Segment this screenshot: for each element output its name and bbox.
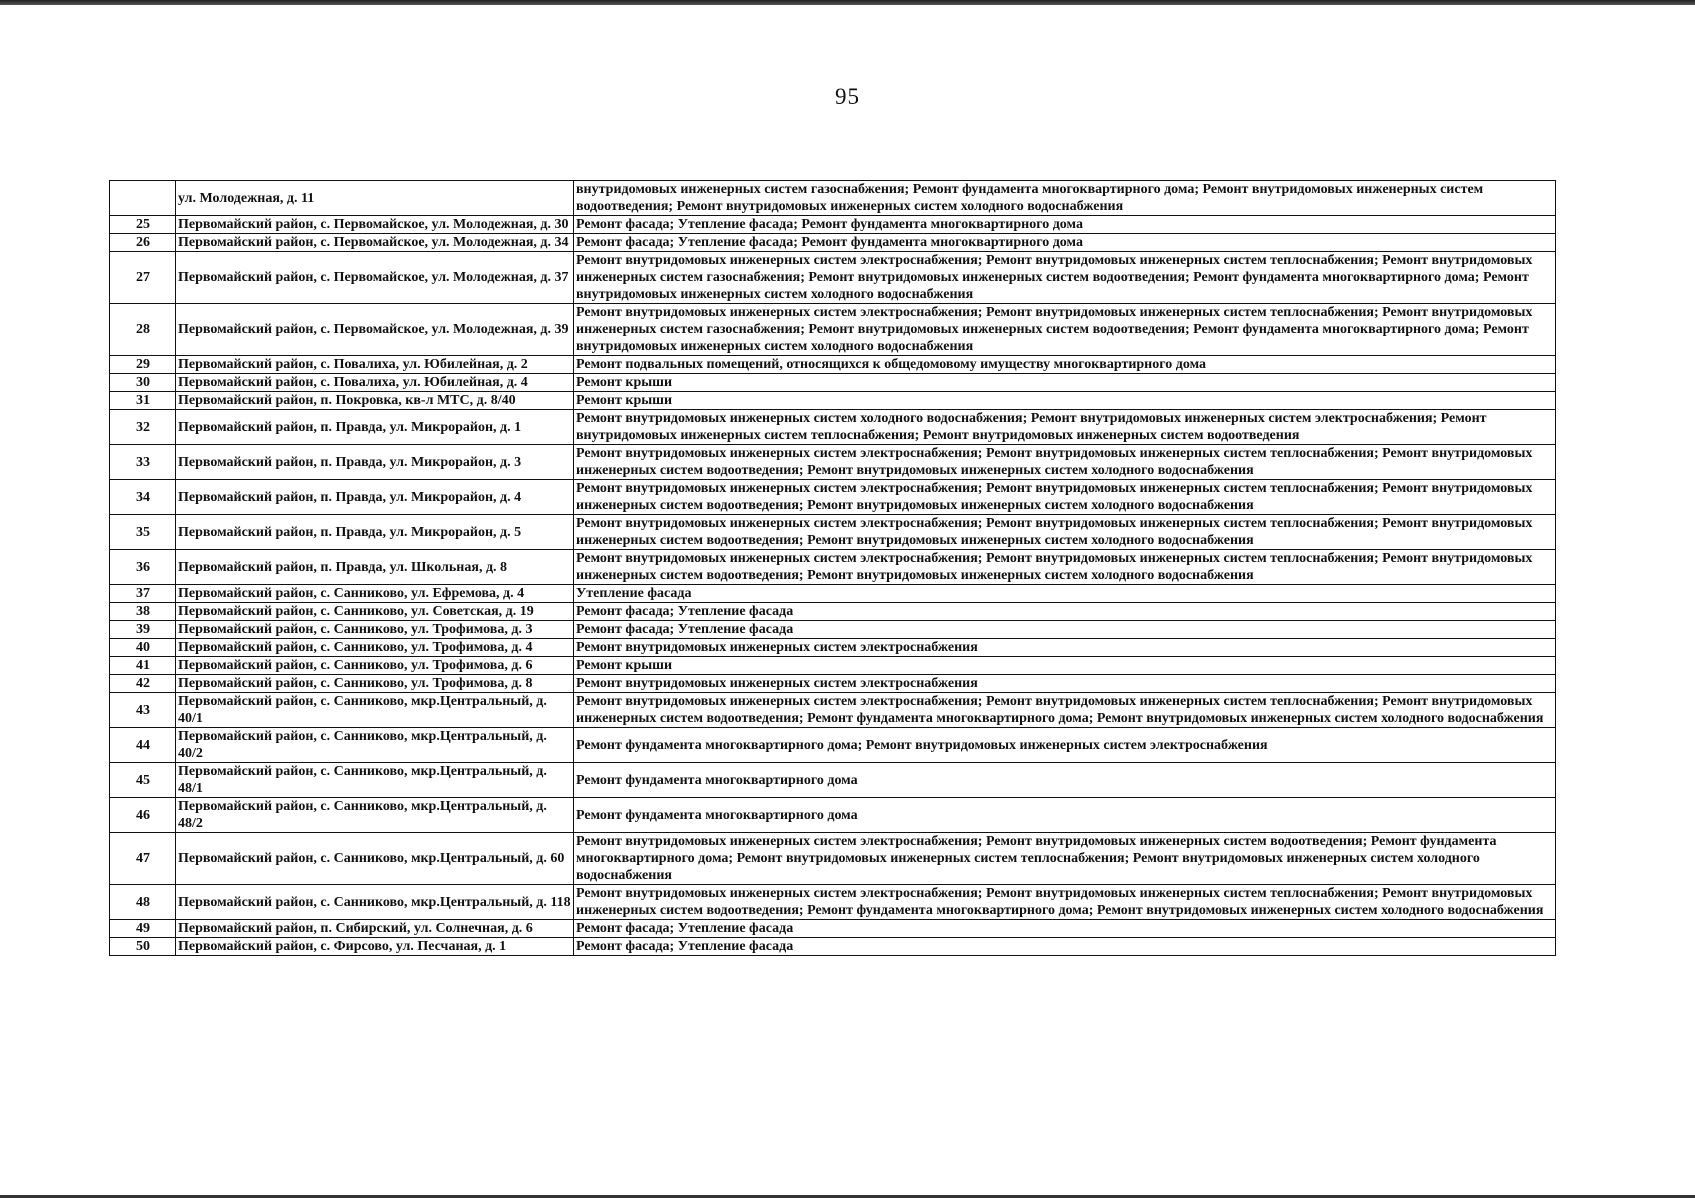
- row-number-cell: 36: [110, 550, 176, 585]
- works-cell: Ремонт фасада; Утепление фасада: [574, 938, 1556, 956]
- table-row: [110, 885, 1556, 920]
- address-cell: Первомайский район, с. Санниково, мкр.Центральный, д. 48/2: [176, 798, 574, 833]
- table-row: [110, 410, 1556, 445]
- works-cell: Ремонт внутридомовых инженерных систем электроснабжения; Ремонт внутридомовых инженерных систем теплоснабжения; Ремонт внутридомовых инженерных систем водоотведения; Ремонт внутридомовых инженерных систем холодного водоснабжения: [574, 445, 1556, 480]
- table-row: [110, 515, 1556, 550]
- works-cell: Ремонт фасада; Утепление фасада; Ремонт фундамента многоквартирного дома: [574, 234, 1556, 252]
- address-cell: Первомайский район, с. Первомайское, ул. Молодежная, д. 39: [176, 304, 574, 356]
- table-row: [110, 374, 1556, 392]
- works-cell: Ремонт крыши: [574, 657, 1556, 675]
- top-border-rule: [0, 0, 1695, 5]
- repair-works-table: [109, 180, 1556, 956]
- works-cell: Ремонт подвальных помещений, относящихся к общедомовому имуществу многоквартирного дома: [574, 356, 1556, 374]
- works-cell: Ремонт фасада; Утепление фасада; Ремонт фундамента многоквартирного дома: [574, 216, 1556, 234]
- works-cell: Ремонт внутридомовых инженерных систем электроснабжения; Ремонт внутридомовых инженерных систем теплоснабжения; Ремонт внутридомовых инженерных систем газоснабжения; Ремонт внутридомовых инженерных систем водоотведения; Ремонт фундамента многоквартирного дома; Ремонт внутридомовых инженерных систем холодного водоснабжения: [574, 304, 1556, 356]
- works-cell: Ремонт внутридомовых инженерных систем электроснабжения; Ремонт внутридомовых инженерных систем теплоснабжения; Ремонт внутридомовых инженерных систем водоотведения; Ремонт внутридомовых инженерных систем холодного водоснабжения: [574, 480, 1556, 515]
- table-row: [110, 920, 1556, 938]
- works-cell: Ремонт крыши: [574, 392, 1556, 410]
- works-cell: Ремонт внутридомовых инженерных систем электроснабжения: [574, 675, 1556, 693]
- row-number-cell: 35: [110, 515, 176, 550]
- works-cell: Ремонт внутридомовых инженерных систем электроснабжения: [574, 639, 1556, 657]
- works-cell: Ремонт внутридомовых инженерных систем электроснабжения; Ремонт внутридомовых инженерных систем теплоснабжения; Ремонт внутридомовых инженерных систем водоотведения; Ремонт фундамента многоквартирного дома; Ремонт внутридомовых инженерных систем холодного водоснабжения: [574, 693, 1556, 728]
- row-number-cell: 50: [110, 938, 176, 956]
- address-cell: Первомайский район, с. Повалиха, ул. Юбилейная, д. 4: [176, 374, 574, 392]
- address-cell: Первомайский район, с. Санниково, ул. Трофимова, д. 6: [176, 657, 574, 675]
- row-number-cell: 45: [110, 763, 176, 798]
- row-number-cell: 42: [110, 675, 176, 693]
- address-cell: Первомайский район, с. Санниково, мкр.Центральный, д. 118: [176, 885, 574, 920]
- row-number-cell: 43: [110, 693, 176, 728]
- row-number-cell: 28: [110, 304, 176, 356]
- table-row: [110, 639, 1556, 657]
- row-number-cell: [110, 181, 176, 216]
- table-row: [110, 675, 1556, 693]
- row-number-cell: 40: [110, 639, 176, 657]
- table-row: [110, 833, 1556, 885]
- works-cell: Ремонт фасада; Утепление фасада: [574, 603, 1556, 621]
- works-cell: Ремонт внутридомовых инженерных систем электроснабжения; Ремонт внутридомовых инженерных систем теплоснабжения; Ремонт внутридомовых инженерных систем водоотведения; Ремонт фундамента многоквартирного дома; Ремонт внутридомовых инженерных систем холодного водоснабжения: [574, 885, 1556, 920]
- bottom-border-rule: [0, 1195, 1695, 1198]
- row-number-cell: 41: [110, 657, 176, 675]
- table-row: [110, 693, 1556, 728]
- address-cell: Первомайский район, п. Сибирский, ул. Солнечная, д. 6: [176, 920, 574, 938]
- address-cell: Первомайский район, п. Правда, ул. Микрорайон, д. 3: [176, 445, 574, 480]
- table-row: [110, 938, 1556, 956]
- works-cell: Ремонт фасада; Утепление фасада: [574, 920, 1556, 938]
- row-number-cell: 32: [110, 410, 176, 445]
- table-row: [110, 445, 1556, 480]
- address-cell: Первомайский район, п. Покровка, кв-л МТС, д. 8/40: [176, 392, 574, 410]
- page-number: 95: [835, 84, 860, 109]
- table-body: [110, 181, 1556, 956]
- table-row: [110, 252, 1556, 304]
- row-number-cell: 44: [110, 728, 176, 763]
- row-number-cell: 34: [110, 480, 176, 515]
- address-cell: Первомайский район, с. Санниково, мкр.Центральный, д. 48/1: [176, 763, 574, 798]
- row-number-cell: 38: [110, 603, 176, 621]
- works-cell: Ремонт фундамента многоквартирного дома; Ремонт внутридомовых инженерных систем электроснабжения: [574, 728, 1556, 763]
- table-row: [110, 657, 1556, 675]
- table-row: [110, 621, 1556, 639]
- row-number-cell: 30: [110, 374, 176, 392]
- row-number-cell: 48: [110, 885, 176, 920]
- table-row: [110, 798, 1556, 833]
- row-number-cell: 31: [110, 392, 176, 410]
- address-cell: Первомайский район, с. Санниково, ул. Ефремова, д. 4: [176, 585, 574, 603]
- row-number-cell: 37: [110, 585, 176, 603]
- table-row: [110, 216, 1556, 234]
- table-row: [110, 181, 1556, 216]
- works-cell: Ремонт внутридомовых инженерных систем электроснабжения; Ремонт внутридомовых инженерных систем теплоснабжения; Ремонт внутридомовых инженерных систем газоснабжения; Ремонт внутридомовых инженерных систем водоотведения; Ремонт фундамента многоквартирного дома; Ремонт внутридомовых инженерных систем холодного водоснабжения: [574, 252, 1556, 304]
- address-cell: Первомайский район, с. Первомайское, ул. Молодежная, д. 30: [176, 216, 574, 234]
- address-cell: Первомайский район, с. Санниково, ул. Трофимова, д. 8: [176, 675, 574, 693]
- row-number-cell: 25: [110, 216, 176, 234]
- table-row: [110, 763, 1556, 798]
- works-cell: Ремонт фундамента многоквартирного дома: [574, 763, 1556, 798]
- table-row: [110, 585, 1556, 603]
- row-number-cell: 47: [110, 833, 176, 885]
- table-row: [110, 356, 1556, 374]
- table-row: [110, 603, 1556, 621]
- table-row: [110, 728, 1556, 763]
- row-number-cell: 26: [110, 234, 176, 252]
- works-cell: внутридомовых инженерных систем газоснабжения; Ремонт фундамента многоквартирного дома; Ремонт внутридомовых инженерных систем водоотведения; Ремонт внутридомовых инженерных систем холодного водоснабжения: [574, 181, 1556, 216]
- works-cell: Ремонт крыши: [574, 374, 1556, 392]
- row-number-cell: 33: [110, 445, 176, 480]
- works-cell: Ремонт внутридомовых инженерных систем электроснабжения; Ремонт внутридомовых инженерных систем теплоснабжения; Ремонт внутридомовых инженерных систем водоотведения; Ремонт внутридомовых инженерных систем холодного водоснабжения: [574, 515, 1556, 550]
- address-cell: Первомайский район, с. Санниково, мкр.Центральный, д. 40/1: [176, 693, 574, 728]
- row-number-cell: 49: [110, 920, 176, 938]
- works-cell: Ремонт фундамента многоквартирного дома: [574, 798, 1556, 833]
- table-row: [110, 304, 1556, 356]
- works-cell: Ремонт фасада; Утепление фасада: [574, 621, 1556, 639]
- address-cell: Первомайский район, с. Повалиха, ул. Юбилейная, д. 2: [176, 356, 574, 374]
- row-number-cell: 46: [110, 798, 176, 833]
- address-cell: ул. Молодежная, д. 11: [176, 181, 574, 216]
- address-cell: Первомайский район, п. Правда, ул. Микрорайон, д. 4: [176, 480, 574, 515]
- table-row: [110, 480, 1556, 515]
- table-row: [110, 392, 1556, 410]
- address-cell: Первомайский район, с. Фирсово, ул. Песчаная, д. 1: [176, 938, 574, 956]
- row-number-cell: 29: [110, 356, 176, 374]
- works-cell: Ремонт внутридомовых инженерных систем электроснабжения; Ремонт внутридомовых инженерных систем теплоснабжения; Ремонт внутридомовых инженерных систем водоотведения; Ремонт внутридомовых инженерных систем холодного водоснабжения: [574, 550, 1556, 585]
- address-cell: Первомайский район, п. Правда, ул. Микрорайон, д. 1: [176, 410, 574, 445]
- address-cell: Первомайский район, с. Санниково, мкр.Центральный, д. 40/2: [176, 728, 574, 763]
- address-cell: Первомайский район, п. Правда, ул. Школьная, д. 8: [176, 550, 574, 585]
- address-cell: Первомайский район, с. Первомайское, ул. Молодежная, д. 34: [176, 234, 574, 252]
- address-cell: Первомайский район, с. Санниково, ул. Трофимова, д. 3: [176, 621, 574, 639]
- works-cell: Ремонт внутридомовых инженерных систем холодного водоснабжения; Ремонт внутридомовых инженерных систем электроснабжения; Ремонт внутридомовых инженерных систем теплоснабжения; Ремонт внутридомовых инженерных систем водоотведения: [574, 410, 1556, 445]
- address-cell: Первомайский район, п. Правда, ул. Микрорайон, д. 5: [176, 515, 574, 550]
- address-cell: Первомайский район, с. Санниково, ул. Трофимова, д. 4: [176, 639, 574, 657]
- address-cell: Первомайский район, с. Первомайское, ул. Молодежная, д. 37: [176, 252, 574, 304]
- row-number-cell: 39: [110, 621, 176, 639]
- address-cell: Первомайский район, с. Санниково, ул. Советская, д. 19: [176, 603, 574, 621]
- table-row: [110, 550, 1556, 585]
- address-cell: Первомайский район, с. Санниково, мкр.Центральный, д. 60: [176, 833, 574, 885]
- row-number-cell: 27: [110, 252, 176, 304]
- table-row: [110, 234, 1556, 252]
- works-cell: Утепление фасада: [574, 585, 1556, 603]
- works-cell: Ремонт внутридомовых инженерных систем электроснабжения; Ремонт внутридомовых инженерных систем водоотведения; Ремонт фундамента многоквартирного дома; Ремонт внутридомовых инженерных систем теплоснабжения; Ремонт внутридомовых инженерных систем холодного водоснабжения: [574, 833, 1556, 885]
